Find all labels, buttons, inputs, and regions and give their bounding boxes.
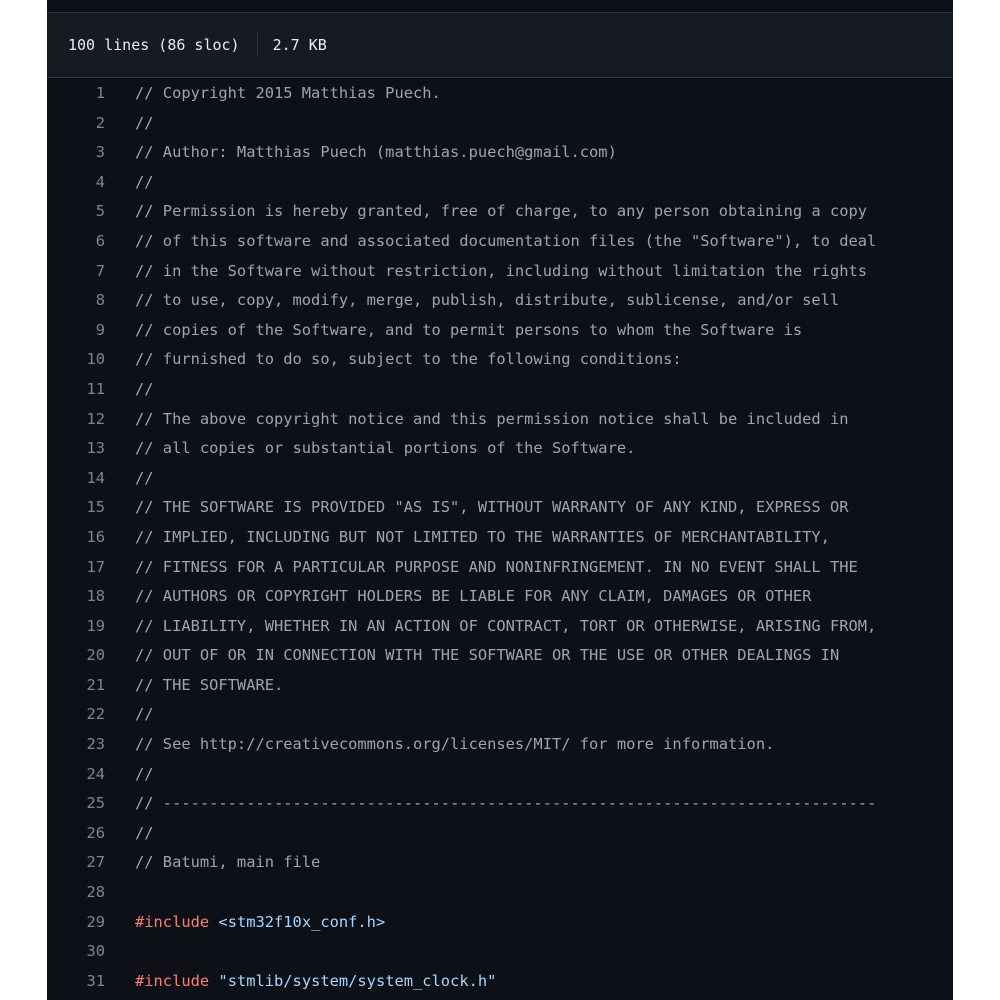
line-content: // See http://creativecommons.org/licenses/MIT/ for more information. [135, 735, 775, 754]
line-number[interactable]: 29 [86, 912, 105, 931]
line-content: // [135, 379, 154, 398]
code-line[interactable] [47, 671, 953, 701]
line-content: // AUTHORS OR COPYRIGHT HOLDERS BE LIABLE FOR ANY CLAIM, DAMAGES OR OTHER [135, 587, 812, 606]
code-line[interactable] [47, 109, 953, 139]
line-content: // [135, 705, 154, 724]
line-number[interactable]: 6 [95, 231, 105, 250]
code-line[interactable] [47, 819, 953, 849]
line-number[interactable]: 12 [86, 409, 105, 428]
line-content: // OUT OF OR IN CONNECTION WITH THE SOFTWARE OR THE USE OR OTHER DEALINGS IN [135, 646, 840, 665]
line-content: // Author: Matthias Puech (matthias.puech@gmail.com) [135, 143, 617, 162]
line-number[interactable]: 28 [86, 883, 105, 902]
code-line[interactable] [47, 405, 953, 435]
code-line[interactable] [47, 79, 953, 109]
panel-top-border [47, 0, 953, 13]
line-number[interactable]: 15 [86, 498, 105, 517]
code-line[interactable] [47, 789, 953, 819]
code-line[interactable] [47, 553, 953, 583]
line-content: // Copyright 2015 Matthias Puech. [135, 84, 441, 102]
line-number[interactable]: 18 [86, 587, 105, 606]
line-number[interactable]: 30 [86, 942, 105, 961]
line-number[interactable]: 1 [95, 84, 105, 102]
line-number[interactable]: 3 [95, 143, 105, 162]
code-line[interactable] [47, 612, 953, 642]
line-number[interactable]: 8 [95, 291, 105, 310]
code-line[interactable] [47, 138, 953, 168]
line-content: // copies of the Software, and to permit persons to whom the Software is [135, 320, 803, 339]
line-content: // furnished to do so, subject to the following conditions: [135, 350, 682, 369]
file-size-label: 2.7 KB [272, 36, 327, 54]
line-number[interactable]: 2 [95, 113, 105, 132]
line-content: // Permission is hereby granted, free of charge, to any person obtaining a copy [135, 202, 868, 221]
line-content: // [135, 764, 154, 783]
line-number[interactable]: 26 [86, 823, 105, 842]
line-content: // THE SOFTWARE IS PROVIDED "AS IS", WITHOUT WARRANTY OF ANY KIND, EXPRESS OR [135, 498, 849, 517]
line-content: // [135, 823, 154, 842]
line-number[interactable]: 22 [86, 705, 105, 724]
file-info-header [47, 13, 953, 78]
code-line[interactable] [47, 908, 953, 938]
code-line[interactable] [47, 967, 953, 997]
line-number[interactable]: 7 [95, 261, 105, 280]
code-viewer-panel [47, 0, 953, 1000]
line-content: // [135, 113, 154, 132]
line-content: // FITNESS FOR A PARTICULAR PURPOSE AND NONINFRINGEMENT. IN NO EVENT SHALL THE [135, 557, 858, 576]
line-number[interactable]: 27 [86, 853, 105, 872]
code-block[interactable] [47, 78, 953, 996]
line-number[interactable]: 4 [95, 172, 105, 191]
code-line[interactable] [47, 345, 953, 375]
line-number[interactable]: 14 [86, 468, 105, 487]
line-number[interactable]: 23 [86, 735, 105, 754]
line-content: // of this software and associated documentation files (the "Software"), to deal [135, 231, 877, 250]
line-number[interactable]: 20 [86, 646, 105, 665]
line-content: // The above copyright notice and this permission notice shall be included in [135, 409, 849, 428]
line-content: // [135, 468, 154, 487]
code-line[interactable] [47, 700, 953, 730]
code-line[interactable] [47, 878, 953, 908]
line-content: // in the Software without restriction, including without limitation the rights [135, 261, 868, 280]
code-line[interactable] [47, 523, 953, 553]
code-line[interactable] [47, 168, 953, 198]
code-line[interactable] [47, 493, 953, 523]
line-number[interactable]: 13 [86, 439, 105, 458]
preprocessor-directive: #include [135, 912, 210, 931]
line-number[interactable]: 10 [86, 350, 105, 369]
code-line[interactable] [47, 582, 953, 612]
header-divider [257, 33, 258, 57]
code-line[interactable] [47, 464, 953, 494]
line-content [135, 908, 385, 938]
line-content: // to use, copy, modify, merge, publish, distribute, sublicense, and/or sell [135, 291, 840, 310]
line-number[interactable]: 17 [86, 557, 105, 576]
line-number[interactable]: 5 [95, 202, 105, 221]
code-line[interactable] [47, 641, 953, 671]
code-line[interactable] [47, 760, 953, 790]
code-line[interactable] [47, 730, 953, 760]
line-number[interactable]: 16 [86, 527, 105, 546]
code-line[interactable] [47, 286, 953, 316]
line-count-label: 100 lines (86 sloc) [68, 36, 240, 54]
line-number[interactable]: 24 [86, 764, 105, 783]
line-number[interactable]: 11 [86, 379, 105, 398]
line-content: // [135, 172, 154, 191]
line-number[interactable]: 19 [86, 616, 105, 635]
code-line[interactable] [47, 375, 953, 405]
code-line[interactable] [47, 316, 953, 346]
code-line[interactable] [47, 197, 953, 227]
include-path: <stm32f10x_conf.h> [218, 912, 386, 931]
line-content [135, 967, 496, 997]
line-content: // THE SOFTWARE. [135, 675, 284, 694]
preprocessor-directive: #include [135, 971, 210, 990]
code-line[interactable] [47, 434, 953, 464]
code-line[interactable] [47, 227, 953, 257]
line-content: // IMPLIED, INCLUDING BUT NOT LIMITED TO THE WARRANTIES OF MERCHANTABILITY, [135, 527, 830, 546]
line-content: // Batumi, main file [135, 853, 321, 872]
include-path: "stmlib/system/system_clock.h" [218, 971, 497, 990]
line-number[interactable]: 9 [95, 320, 105, 339]
line-content: // LIABILITY, WHETHER IN AN ACTION OF CONTRACT, TORT OR OTHERWISE, ARISING FROM, [135, 616, 877, 635]
line-content: // ----------------------------------------------------------------------------- [135, 794, 877, 813]
code-line[interactable] [47, 848, 953, 878]
line-number[interactable]: 25 [86, 794, 105, 813]
line-number[interactable]: 21 [86, 675, 105, 694]
line-number[interactable]: 31 [86, 971, 105, 990]
code-line[interactable] [47, 257, 953, 287]
code-line[interactable] [47, 937, 953, 967]
line-content: // all copies or substantial portions of the Software. [135, 439, 636, 458]
